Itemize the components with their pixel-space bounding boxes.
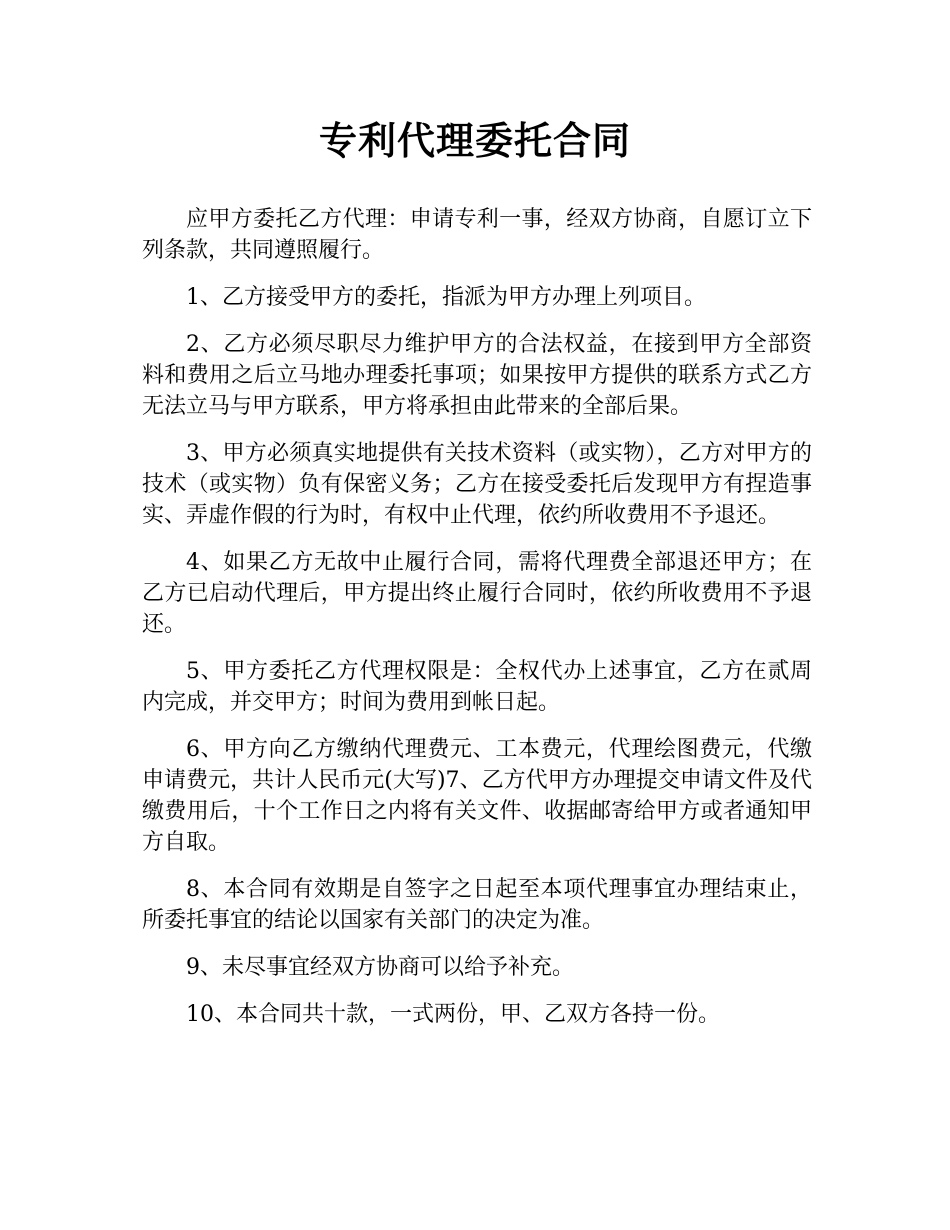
paragraph-clause-8: 8、本合同有效期是自签字之日起至本项代理事宜办理结束止，所委托事宜的结论以国家有关部门的决定为准。 [142, 877, 812, 933]
paragraph-clause-9: 9、未尽事宜经双方协商可以给予补充。 [186, 955, 574, 980]
paragraph-clause-3: 3、甲方必须真实地提供有关技术资料（或实物），乙方对甲方的技术（或实物）负有保密义务；乙方在接受委托后发现甲方有捏造事实、弄虚作假的行为时，有权中止代理，依约所收费用不予退还。 [142, 441, 812, 528]
paragraph-clause-10: 10、本合同共十款，一式两份，甲、乙双方各持一份。 [186, 1002, 720, 1027]
paragraph-clause-4: 4、如果乙方无故中止履行合同，需将代理费全部退还甲方；在乙方已启动代理后，甲方提出终止履行合同时，依约所收费用不予退还。 [142, 550, 812, 637]
paragraph-clause-6-7: 6、甲方向乙方缴纳代理费元、工本费元，代理绘图费元，代缴申请费元，共计人民币元(大写)7、乙方代甲方办理提交申请文件及代缴费用后，十个工作日之内将有关文件、收据邮寄给甲方或者通知甲方自取。 [142, 737, 812, 855]
paragraph-clause-5: 5、甲方委托乙方代理权限是：全权代办上述事宜，乙方在贰周内完成，并交甲方；时间为费用到帐日起。 [142, 659, 812, 715]
paragraph-clause-2: 2、乙方必须尽职尽力维护甲方的合法权益，在接到甲方全部资料和费用之后立马地办理委托事项；如果按甲方提供的联系方式乙方无法立马与甲方联系，甲方将承担由此带来的全部后果。 [142, 332, 812, 419]
document-body [142, 204, 812, 1046]
paragraph-intro: 应甲方委托乙方代理：申请专利一事，经双方协商，自愿订立下列条款，共同遵照履行。 [142, 207, 812, 263]
paragraph-clause-1: 1、乙方接受甲方的委托，指派为甲方办理上列项目。 [186, 285, 706, 310]
document-title: 专利代理委托合同 [318, 119, 631, 163]
